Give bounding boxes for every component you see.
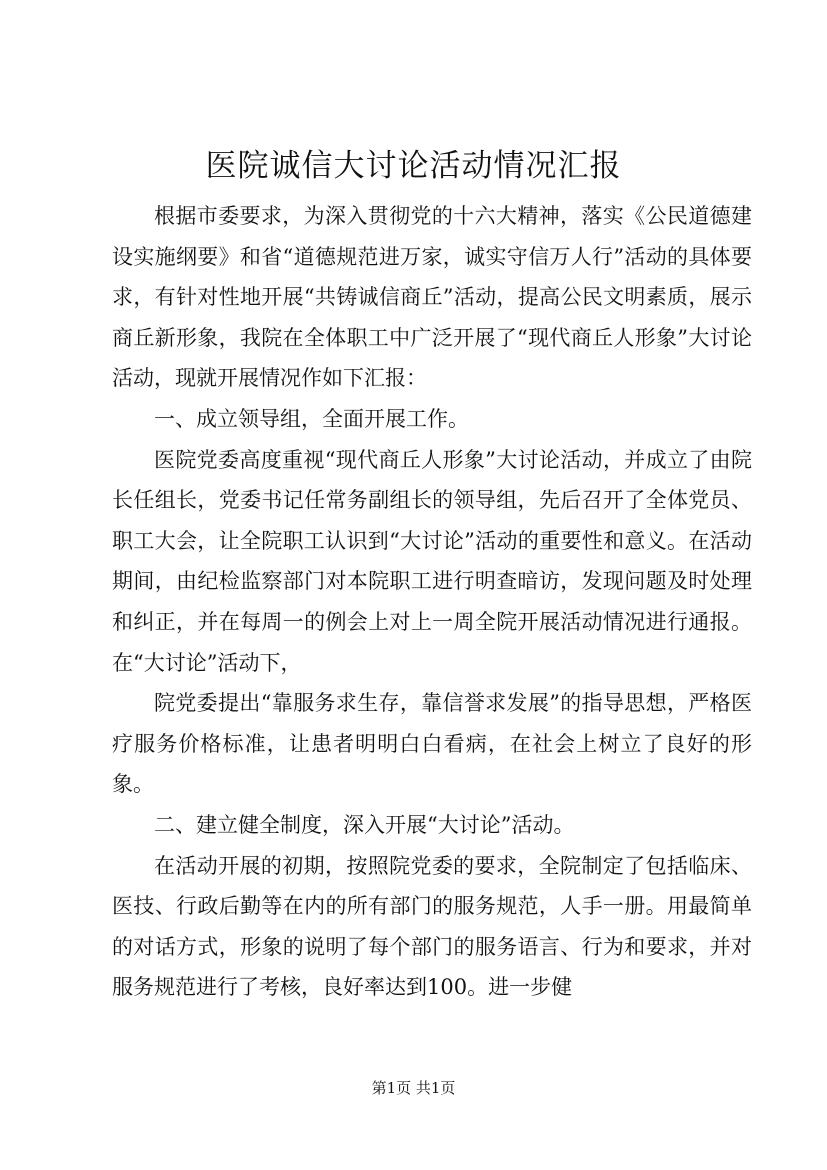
document-title: 医院诚信大讨论活动情况汇报 — [205, 148, 622, 184]
document-body — [112, 196, 752, 1008]
page-number-footer: 第1页 共1页 — [371, 1079, 456, 1097]
paragraph-section-2: 在活动开展的初期，按照院党委的要求，全院制定了包括临床、医技、行政后勤等在内的所有部门的服务规范，人手一册。用最简单的对话方式，形象的说明了每个部门的服务语言、行为和要求，并对服务规范进行了考核，良好率达到100。进一步健 — [112, 853, 752, 1000]
section-heading-1: 一、成立领导组，全面开展工作。 — [154, 406, 469, 431]
section-heading-2: 二、建立健全制度，深入开展“大讨论”活动。 — [154, 812, 575, 837]
paragraph-guiding-idea: 院党委提出“靠服务求生存，靠信誉求发展”的指导思想，严格医疗服务价格标准，让患者明明白白看病，在社会上树立了良好的形象。 — [112, 691, 752, 797]
paragraph-section-1: 医院党委高度重视“现代商丘人形象”大讨论活动，并成立了由院长任组长，党委书记任常务副组长的领导组，先后召开了全体党员、职工大会，让全院职工认识到“大讨论”活动的重要性和意义。在活动期间，由纪检监察部门对本院职工进行明查暗访，发现问题及时处理和纠正，并在每周一的例会上对上一周全院开展活动情况进行通报。在“大讨论”活动下， — [112, 447, 752, 675]
paragraph-intro: 根据市委要求，为深入贯彻党的十六大精神，落实《公民道德建设实施纲要》和省“道德规范进万家，诚实守信万人行”活动的具体要求，有针对性地开展“共铸诚信商丘”活动，提高公民文明素质，展示商丘新形象，我院在全体职工中广泛开展了“现代商丘人形象”大讨论活动，现就开展情况作如下汇报： — [112, 204, 752, 391]
